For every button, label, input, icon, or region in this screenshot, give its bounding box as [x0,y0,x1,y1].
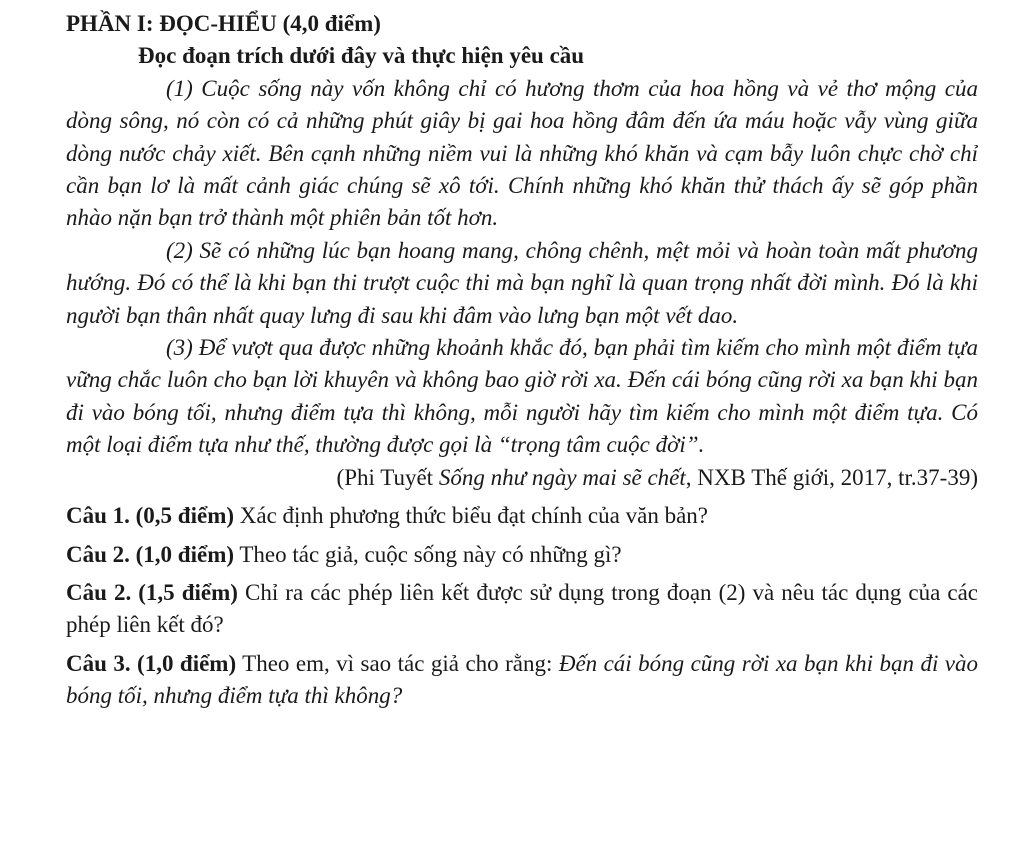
question-1-text: Xác định phương thức biểu đạt chính của văn bản? [239,503,708,529]
exam-page [66,8,978,713]
question-3-label: Câu 2. (1,5 điểm) [66,579,238,605]
question-2 [66,539,978,571]
passage-paragraph-1 [66,73,978,235]
section-instruction: Đọc đoạn trích dưới đây và thực hiện yêu cầu [138,43,585,69]
question-1 [66,500,978,532]
passage-source [66,462,978,494]
source-author: (Phi Tuyết [336,464,434,490]
question-list [66,500,978,712]
question-4-quote: Đến cái bóng cũng rời xa bạn khi bạn đi vào bóng tối, nhưng điểm tựa thì không? [66,650,978,709]
question-1-label: Câu 1. (0,5 điểm) [66,503,235,529]
section-title: PHẦN I: ĐỌC-HIỂU (4,0 điểm) [66,11,381,36]
question-2-label: Câu 2. (1,0 điểm) [66,541,235,567]
question-2-text: Theo tác giả, cuộc sống này có những gì? [239,541,622,567]
passage-paragraph-1-text: (1) Cuộc sống này vốn không chỉ có hương thơm của hoa hồng và vẻ thơ mộng của dòng sông, nó còn có cả những phút giây bị gai hoa hồng đâm đến ứa máu hoặc vẫy vùng giữa dòng nước chảy xiết. Bên cạnh những niềm vui là những khó khăn và cạm bẫy luôn chực chờ chỉ cần bạn lơ là mất cảnh giác chúng sẽ xô tới. Chính những khó khăn thử thách ấy sẽ góp phần nhào nặn bạn trở thành một phiên bản tốt hơn. [66,75,978,231]
question-4-text: Theo em, vì sao tác giả cho rằng: [242,650,553,676]
question-4-label: Câu 3. (1,0 điểm) [66,650,237,676]
question-4 [66,648,978,713]
source-publisher: , NXB Thế giới, 2017, tr.37-39) [685,464,978,490]
source-book-title: Sống như ngày mai sẽ chết [438,464,686,490]
reading-passage [66,73,978,462]
question-3 [66,577,978,642]
passage-paragraph-3-text: (3) Để vượt qua được những khoảnh khắc đó, bạn phải tìm kiếm cho mình một điểm tựa vững chắc luôn cho bạn lời khuyên và không bao giờ rời xa. Đến cái bóng cũng rời xa bạn khi bạn đi vào bóng tối, nhưng điểm tựa thì không, mỗi người hãy tìm kiếm cho mình một điểm tựa. Có một loại điểm tựa như thế, thường được gọi là “trọng tâm cuộc đời”. [66,335,978,458]
passage-paragraph-2-text: (2) Sẽ có những lúc bạn hoang mang, chông chênh, mệt mỏi và hoàn toàn mất phương hướng. Đó có thể là khi bạn thi trượt cuộc thi mà bạn nghĩ là quan trọng nhất đời mình. Đó là khi người bạn thân nhất quay lưng đi sau khi đâm vào lưng bạn một vết dao. [66,237,978,328]
question-3-text: Chỉ ra các phép liên kết được sử dụng trong đoạn (2) và nêu tác dụng của các phép liên kết đó? [66,579,979,638]
passage-paragraph-3 [66,332,978,462]
passage-paragraph-2 [66,235,978,332]
